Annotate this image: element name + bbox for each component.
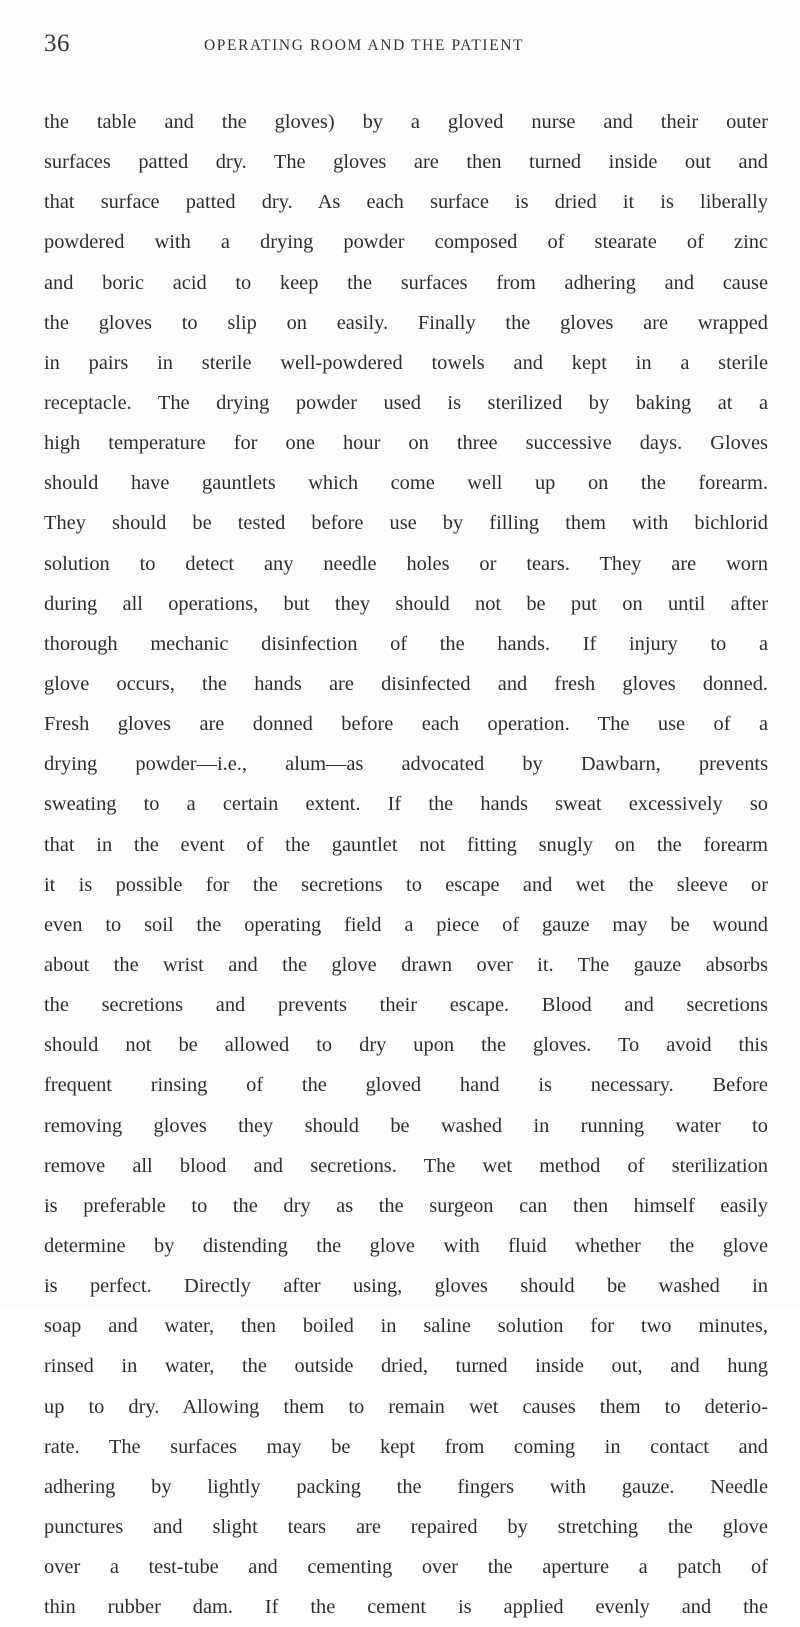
body-text	[44, 102, 768, 1627]
text-line: rate. The surfaces may be kept from coming in contact and	[44, 1435, 768, 1458]
text-line: soap and water, then boiled in saline solution for two minutes,	[44, 1315, 768, 1338]
text-line: Fresh gloves are donned before each operation. The use of a	[44, 713, 768, 736]
text-line: powdered with a drying powder composed of stearate of zinc	[44, 231, 768, 254]
text-line: sweating to a certain extent. If the hands sweat excessively so	[44, 793, 768, 816]
text-line: is preferable to the dry as the surgeon can then himself easily	[44, 1194, 768, 1217]
text-line: the table and the gloves) by a gloved nurse and their outer	[44, 111, 768, 133]
text-line: remove all blood and secretions. The wet method of sterilization	[44, 1154, 768, 1177]
text-line: removing gloves they should be washed in running water to	[44, 1114, 768, 1137]
text-line: is perfect. Directly after using, gloves should be washed in	[44, 1275, 768, 1298]
text-line: thorough mechanic disinfection of the hands. If injury to a	[44, 632, 768, 655]
text-line: punctures and slight tears are repaired by stretching the glove	[44, 1515, 768, 1538]
text-line: even to soil the operating field a piece of gauze may be wound	[44, 913, 768, 936]
text-line: receptacle. The drying powder used is sterilized by baking at a	[44, 391, 768, 414]
text-line: during all operations, but they should not be put on until after	[44, 592, 768, 615]
text-line: rinsed in water, the outside dried, turned inside out, and hung	[44, 1355, 768, 1378]
text-line: the secretions and prevents their escape. Blood and secretions	[44, 994, 768, 1017]
text-line: over a test-tube and cementing over the aperture a patch of	[44, 1556, 768, 1579]
text-line: determine by distending the glove with fluid whether the glove	[44, 1234, 768, 1257]
text-line: solution to detect any needle holes or tears. They are worn	[44, 552, 768, 575]
text-line: about the wrist and the glove drawn over it. The gauze absorbs	[44, 953, 768, 976]
text-line: frequent rinsing of the gloved hand is necessary. Before	[44, 1074, 768, 1097]
page-number: 36	[44, 30, 70, 57]
text-line: drying powder—i.e., alum—as advocated by Dawbarn, prevents	[44, 753, 768, 776]
text-line: the gloves to slip on easily. Finally the gloves are wrapped	[44, 311, 768, 334]
text-line: adhering by lightly packing the fingers with gauze. Needle	[44, 1475, 768, 1498]
text-line: in pairs in sterile well-powdered towels and kept in a sterile	[44, 351, 768, 374]
running-head	[44, 28, 756, 64]
text-line: that surface patted dry. As each surface is dried it is liberally	[44, 191, 768, 214]
text-line: high temperature for one hour on three successive days. Gloves	[44, 432, 768, 455]
text-line: should not be allowed to dry upon the gloves. To avoid this	[44, 1034, 768, 1057]
text-line: it is possible for the secretions to escape and wet the sleeve or	[44, 873, 768, 896]
text-line: and boric acid to keep the surfaces from adhering and cause	[44, 271, 768, 294]
running-title: OPERATING ROOM AND THE PATIENT	[204, 37, 525, 54]
text-line: surfaces patted dry. The gloves are then turned inside out and	[44, 151, 768, 174]
text-line: should have gauntlets which come well up on the forearm.	[44, 472, 768, 495]
text-line: that in the event of the gauntlet not fitting snugly on the forearm	[44, 833, 768, 856]
text-line: glove occurs, the hands are disinfected and fresh gloves donned.	[44, 672, 768, 695]
text-line: up to dry. Allowing them to remain wet causes them to deterio-	[44, 1395, 768, 1418]
text-line: thin rubber dam. If the cement is applied evenly and the	[44, 1596, 768, 1619]
text-line: They should be tested before use by filling them with bichlorid	[44, 512, 768, 535]
